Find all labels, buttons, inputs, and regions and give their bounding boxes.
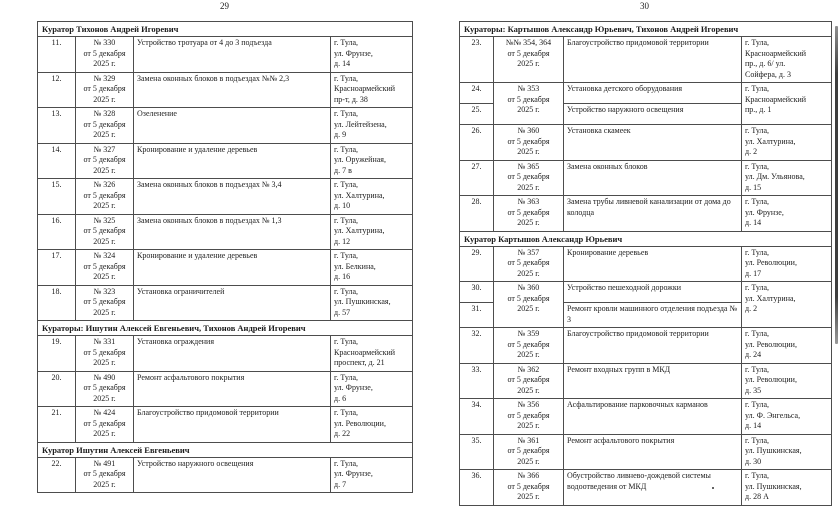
doc-date-cell: № 361 от 5 декабря 2025 г. xyxy=(494,434,564,470)
row-number-cell: 30. xyxy=(460,282,494,303)
doc-date-cell: № 365 от 5 декабря 2025 г. xyxy=(494,160,564,196)
doc-date-cell: № 360 от 5 декабря 2025 г. xyxy=(494,282,564,328)
work-description-cell: Установка скамеек xyxy=(564,125,742,161)
curator-section-row xyxy=(460,231,832,246)
doc-date-cell: № 323 от 5 декабря 2025 г. xyxy=(76,285,134,321)
address-cell: г. Тула, ул. Фрунзе, д. 6 xyxy=(331,371,413,407)
work-description-cell: Установка ограждения xyxy=(134,336,331,372)
address-cell: г. Тула, ул. Революции, д. 17 xyxy=(742,246,832,282)
address-cell: г. Тула, ул. Ф. Энгельса, д. 14 xyxy=(742,399,832,435)
work-row xyxy=(460,282,832,303)
work-row xyxy=(38,214,413,250)
work-row xyxy=(460,434,832,470)
work-row xyxy=(460,125,832,161)
row-number-cell: 23. xyxy=(460,37,494,83)
work-row xyxy=(460,196,832,232)
row-number-cell: 12. xyxy=(38,72,76,108)
work-description-cell: Озеленение xyxy=(134,108,331,144)
address-cell: г. Тула, ул. Революции, д. 35 xyxy=(742,363,832,399)
work-row xyxy=(38,336,413,372)
work-description-cell: Кронирование и удаление деревьев xyxy=(134,250,331,286)
row-number-cell: 11. xyxy=(38,37,76,73)
scan-edge-artifact xyxy=(835,26,838,344)
work-row xyxy=(38,250,413,286)
row-number-cell: 22. xyxy=(38,457,76,493)
row-number-cell: 33. xyxy=(460,363,494,399)
work-row xyxy=(38,108,413,144)
address-cell: г. Тула, ул. Фрунзе, д. 7 xyxy=(331,457,413,493)
work-row xyxy=(460,37,832,83)
curator-section-row xyxy=(38,22,413,37)
doc-date-cell: № 362 от 5 декабря 2025 г. xyxy=(494,363,564,399)
work-description-cell: Кронирование и удаление деревьев xyxy=(134,143,331,179)
work-row xyxy=(38,407,413,443)
row-number-cell: 18. xyxy=(38,285,76,321)
curator-section-row xyxy=(38,321,413,336)
work-row xyxy=(38,179,413,215)
address-cell: г. Тула, Красноармейский пр., д. 1 xyxy=(742,83,832,125)
page-number-right: 30 xyxy=(640,1,649,11)
work-description-cell: Кронирование деревьев xyxy=(564,246,742,282)
doc-date-cell: № 324 от 5 декабря 2025 г. xyxy=(76,250,134,286)
doc-date-cell: № 359 от 5 декабря 2025 г. xyxy=(494,328,564,364)
row-number-cell: 28. xyxy=(460,196,494,232)
scan-speck-artifact xyxy=(712,487,714,489)
row-number-cell: 36. xyxy=(460,470,494,506)
work-description-cell: Замена оконных блоков в подъездах № 1,3 xyxy=(134,214,331,250)
address-cell: г. Тула, ул. Пушкинская, д. 28 А xyxy=(742,470,832,506)
address-cell: г. Тула, ул. Белкина, д. 16 xyxy=(331,250,413,286)
work-description-cell: Благоустройство придомовой территории xyxy=(134,407,331,443)
doc-date-cell: № 360 от 5 декабря 2025 г. xyxy=(494,125,564,161)
curator-section-label: Кураторы: Ишутин Алексей Евгеньевич, Тихонов Андрей Игоревич xyxy=(38,321,413,336)
address-cell: г. Тула, ул. Дм. Ульянова, д. 15 xyxy=(742,160,832,196)
work-description-cell: Установка ограничителей xyxy=(134,285,331,321)
work-description-cell: Ремонт кровли машинного отделения подъезда № 3 xyxy=(564,303,742,328)
doc-date-cell: № 331 от 5 декабря 2025 г. xyxy=(76,336,134,372)
work-row xyxy=(460,328,832,364)
work-row xyxy=(460,363,832,399)
work-description-cell: Устройство наружного освещения xyxy=(134,457,331,493)
work-description-cell: Ремонт асфальтового покрытия xyxy=(564,434,742,470)
doc-date-cell: № 366 от 5 декабря 2025 г. xyxy=(494,470,564,506)
row-number-cell: 35. xyxy=(460,434,494,470)
work-description-cell: Замена оконных блоков в подъездах №№ 2,3 xyxy=(134,72,331,108)
doc-date-cell: № 424 от 5 декабря 2025 г. xyxy=(76,407,134,443)
doc-date-cell: №№ 354, 364 от 5 декабря 2025 г. xyxy=(494,37,564,83)
curator-section-row xyxy=(38,442,413,457)
works-table-page-30 xyxy=(459,21,832,506)
curator-section-row xyxy=(460,22,832,37)
work-row xyxy=(38,285,413,321)
address-cell: г. Тула, ул. Халтурина, д. 10 xyxy=(331,179,413,215)
work-description-cell: Устройство наружного освещения xyxy=(564,104,742,125)
row-number-cell: 25. xyxy=(460,104,494,125)
work-description-cell: Благоустройство придомовой территории xyxy=(564,37,742,83)
work-description-cell: Установка детского оборудования xyxy=(564,83,742,104)
doc-date-cell: № 326 от 5 декабря 2025 г. xyxy=(76,179,134,215)
address-cell: г. Тула, Красноармейский пр., д. 6/ ул. Сойфера, д. 3 xyxy=(742,37,832,83)
work-row xyxy=(460,83,832,104)
work-description-cell: Замена трубы ливневой канализации от дома до колодца xyxy=(564,196,742,232)
work-description-cell: Асфальтирование парковочных карманов xyxy=(564,399,742,435)
page-number-left: 29 xyxy=(220,1,229,11)
address-cell: г. Тула, ул. Фрунзе, д. 14 xyxy=(742,196,832,232)
row-number-cell: 21. xyxy=(38,407,76,443)
doc-date-cell: № 490 от 5 декабря 2025 г. xyxy=(76,371,134,407)
doc-date-cell: № 329 от 5 декабря 2025 г. xyxy=(76,72,134,108)
curator-section-label: Куратор Картышов Александр Юрьевич xyxy=(460,231,832,246)
work-description-cell: Замена оконных блоков в подъездах № 3,4 xyxy=(134,179,331,215)
row-number-cell: 29. xyxy=(460,246,494,282)
address-cell: г. Тула, ул. Лейтейзена, д. 9 xyxy=(331,108,413,144)
work-row xyxy=(38,37,413,73)
address-cell: г. Тула, ул. Халтурина, д. 2 xyxy=(742,125,832,161)
curator-section-label: Куратор Тихонов Андрей Игоревич xyxy=(38,22,413,37)
address-cell: г. Тула, ул. Фрунзе, д. 14 xyxy=(331,37,413,73)
address-cell: г. Тула, Красноармейский пр-т, д. 38 xyxy=(331,72,413,108)
work-row xyxy=(460,399,832,435)
doc-date-cell: № 327 от 5 декабря 2025 г. xyxy=(76,143,134,179)
work-description-cell: Устройство тротуара от 4 до 3 подъезда xyxy=(134,37,331,73)
address-cell: г. Тула, ул. Пушкинская, д. 30 xyxy=(742,434,832,470)
work-description-cell: Замена оконных блоков xyxy=(564,160,742,196)
curator-section-label: Куратор Ишутин Алексей Евгеньевич xyxy=(38,442,413,457)
doc-date-cell: № 357 от 5 декабря 2025 г. xyxy=(494,246,564,282)
works-table-page-29 xyxy=(37,21,413,493)
row-number-cell: 24. xyxy=(460,83,494,104)
works-table-body-29 xyxy=(38,22,413,493)
work-description-cell: Благоустройство придомовой территории xyxy=(564,328,742,364)
row-number-cell: 16. xyxy=(38,214,76,250)
address-cell: г. Тула, ул. Халтурина, д. 12 xyxy=(331,214,413,250)
doc-date-cell: № 491 от 5 декабря 2025 г. xyxy=(76,457,134,493)
work-row xyxy=(38,143,413,179)
doc-date-cell: № 356 от 5 декабря 2025 г. xyxy=(494,399,564,435)
work-row xyxy=(460,246,832,282)
address-cell: г. Тула, ул. Революции, д. 24 xyxy=(742,328,832,364)
doc-date-cell: № 328 от 5 декабря 2025 г. xyxy=(76,108,134,144)
row-number-cell: 14. xyxy=(38,143,76,179)
row-number-cell: 26. xyxy=(460,125,494,161)
address-cell: г. Тула, ул. Пушкинская, д. 57 xyxy=(331,285,413,321)
doc-date-cell: № 353 от 5 декабря 2025 г. xyxy=(494,83,564,125)
doc-date-cell: № 325 от 5 декабря 2025 г. xyxy=(76,214,134,250)
work-row xyxy=(460,470,832,506)
row-number-cell: 34. xyxy=(460,399,494,435)
work-description-cell: Ремонт асфальтового покрытия xyxy=(134,371,331,407)
row-number-cell: 31. xyxy=(460,303,494,328)
address-cell: г. Тула, ул. Революции, д. 22 xyxy=(331,407,413,443)
row-number-cell: 13. xyxy=(38,108,76,144)
work-row xyxy=(38,457,413,493)
address-cell: г. Тула, ул. Оружейная, д. 7 в xyxy=(331,143,413,179)
row-number-cell: 27. xyxy=(460,160,494,196)
work-description-cell: Устройство пешеходной дорожки xyxy=(564,282,742,303)
work-description-cell: Ремонт входных групп в МКД xyxy=(564,363,742,399)
row-number-cell: 32. xyxy=(460,328,494,364)
row-number-cell: 15. xyxy=(38,179,76,215)
work-row xyxy=(460,160,832,196)
row-number-cell: 19. xyxy=(38,336,76,372)
row-number-cell: 17. xyxy=(38,250,76,286)
work-description-cell: Обустройство ливнево-дождевой системы водоотведения от МКД xyxy=(564,470,742,506)
address-cell: г. Тула, Красноармейский проспект, д. 21 xyxy=(331,336,413,372)
work-row xyxy=(38,72,413,108)
works-table-body-30 xyxy=(460,22,832,506)
doc-date-cell: № 363 от 5 декабря 2025 г. xyxy=(494,196,564,232)
curator-section-label: Кураторы: Картышов Александр Юрьевич, Тихонов Андрей Игоревич xyxy=(460,22,832,37)
doc-date-cell: № 330 от 5 декабря 2025 г. xyxy=(76,37,134,73)
row-number-cell: 20. xyxy=(38,371,76,407)
address-cell: г. Тула, ул. Халтурина, д. 2 xyxy=(742,282,832,328)
work-row xyxy=(38,371,413,407)
